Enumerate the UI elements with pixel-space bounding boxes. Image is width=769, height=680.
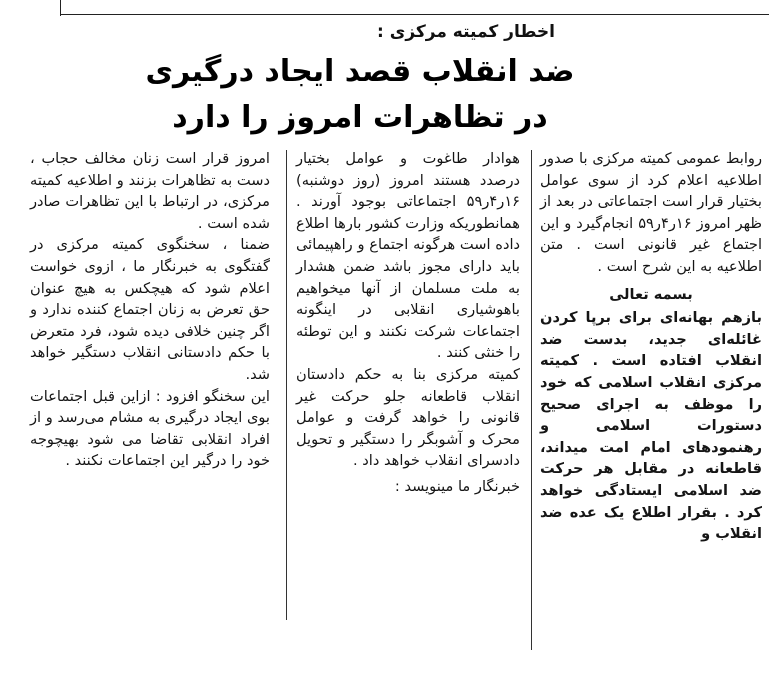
- column-paragraph: روابط عمومی کمیته مرکزی با صدور اطلاعیه اعلام کرد از سوی عوامل بختیار قرار است اجتماعاتی در بعد از ظهر امروز ۱۶ر۴ر۵۹ انجام‌گیرد و این اجتماع غیر قانونی است . متن اطلاعیه به این شرح است .: [540, 150, 762, 275]
- column-byline: خبرنگار ما مینویسد :: [394, 477, 520, 495]
- clipping-left-rule: [60, 0, 61, 16]
- column-paragraph: ضمنا ، سخنگوی کمیته مرکزی در گفتگوی به خبرنگار ما ، ازوی خواست اعلام شود که هیچکس به هیچ عنوان حق تعرض به زنان اجتماع کننده ندارد و اگر چنین خلافی دیده شود، فرد متعرض با حکم دادستانی انقلاب دستگیر خواهد شد.: [30, 236, 270, 383]
- column-paragraph: بازهم بهانه‌ای برای برپا کردن غائله‌ای جدید، بدست ضد انقلاب افتاده است . کمیته مرکزی انقلاب اسلامی که خود را موظف به اجرای صحیح دستورات اسلامی و رهنمودهای امام امت میداند، قاطعانه در مقابل هر حرکت ضد اسلامی ایستادگی خواهد کرد . بقرار اطلاع یک عده ضد انقلاب و: [540, 309, 762, 543]
- column-subhead: بسمه تعالی: [609, 285, 693, 303]
- article-column-right: [540, 148, 762, 545]
- column-paragraph: کمیته مرکزی بنا به حکم دادستان انقلاب قاطعانه جلو حرکت غیر قانونی را خواهد گرفت و عوامل محرک و آشوبگر را دستگیر و تحویل دادسرای انقلاب خواهد داد .: [296, 365, 520, 470]
- column-paragraph: هوادار طاغوت و عوامل بختیار درصدد هستند امروز (روز دوشنبه) ۱۶ر۴ر۵۹ اجتماعاتی بوجود آورند . همانطوریکه وزارت کشور بارها اطلاع داده است هرگونه اجتماع و راهپیمائی باید دارای مجوز باشد ضمن هشدار به ملت مسلمان از آنها میخواهیم باهوشیاری انقلابی در اینگونه اجتماعات شرکت نکنند و این توطئه را خنثی کنند .: [296, 150, 520, 362]
- column-paragraph: این سخنگو افزود : ازاین قبل اجتماعات بوی ایجاد درگیری به مشام می‌رسد و از افراد انقلابی تقاضا می شود بهیچوجه خود را درگیر این اجتماعات نکنند .: [30, 387, 270, 470]
- article-column-left: [30, 148, 270, 472]
- headline-line-1: ضد انقلاب قصد ایجاد درگیری: [145, 54, 575, 89]
- column-paragraph: امروز قرار است زنان مخالف حجاب ، دست به تظاهرات بزنند و اطلاعیه کمیته مرکزی، در ارتباط با این تظاهرات صادر شده است .: [30, 150, 270, 232]
- headline-line-2: در تظاهرات امروز را دارد: [172, 100, 548, 135]
- column-divider-left: [286, 150, 287, 620]
- article-kicker: اخطار کمیته مرکزی :: [377, 22, 555, 42]
- article-column-middle: [296, 148, 520, 498]
- clipping-top-rule: [60, 14, 769, 15]
- column-divider-right: [531, 150, 532, 650]
